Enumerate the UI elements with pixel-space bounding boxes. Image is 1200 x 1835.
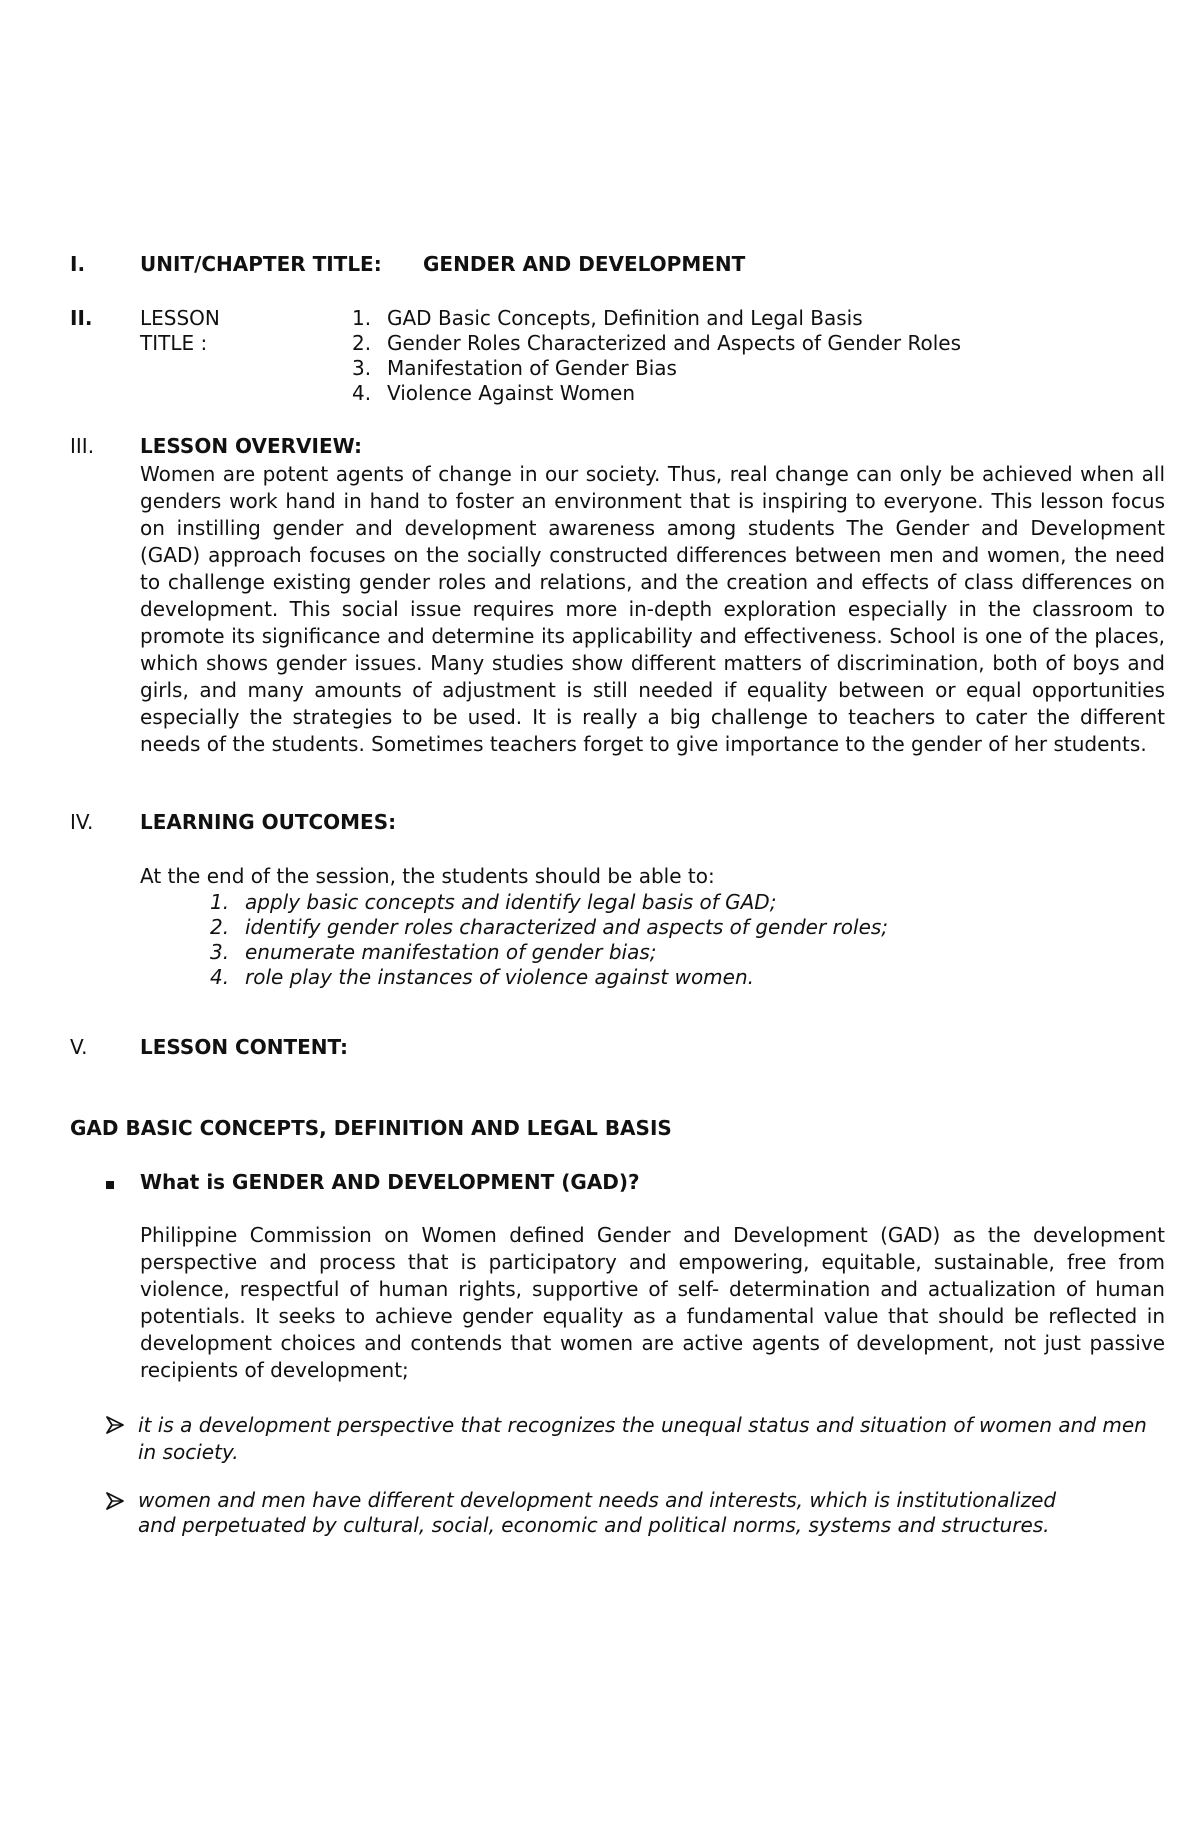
list-item: 3. enumerate manifestation of gender bias;	[210, 940, 657, 964]
content-section	[70, 1035, 1170, 1065]
list-item: 4. role play the instances of violence against women.	[210, 965, 754, 989]
list-item: 1. apply basic concepts and identify legal basis of GAD;	[210, 890, 777, 914]
arrow-bullet-icon	[104, 1490, 126, 1512]
overview-text: Women are potent agents of change in our society. Thus, real change can only be achieved when all genders work hand in hand to foster an environment that is inspiring to everyone. This lesson focus on instilling gender and development awareness among students The Gender and Development (GAD) approach focuses on the socially constructed differences between men and women, the need to challenge existing gender roles and relations, and the creation and effects of class differences on development. This social issue requires more in-depth exploration especially in the classroom to promote its significance and determine its applicability and effectiveness. School is one of the places, which shows gender issues. Many studies show different matters of discrimination, both of boys and girls, and many amounts of adjustment is still needed if equality between or equal opportunities especially the strategies to be used. It is really a big challenge to teachers to cater the different needs of the students. Sometimes teachers forget to give importance to the gender of her students.	[140, 462, 1165, 756]
lesson-title-numeral: II.	[70, 306, 93, 330]
overview-heading: LESSON OVERVIEW:	[140, 434, 363, 458]
arrow-bullet-icon	[104, 1414, 126, 1436]
gad-point-2	[70, 1488, 1170, 1578]
outcomes-intro: At the end of the session, the students should be able to:	[140, 864, 715, 888]
unit-label: UNIT/CHAPTER TITLE:	[140, 252, 382, 276]
outcomes-list	[210, 890, 1110, 990]
outcomes-section	[70, 810, 1170, 1000]
gad-point-text: it is a development perspective that recognizes the unequal status and situation of women and men in society.	[138, 1413, 1147, 1464]
square-bullet-icon	[106, 1181, 114, 1189]
gad-definition-block	[70, 1222, 1170, 1392]
outcomes-numeral: IV.	[70, 810, 94, 834]
gad-heading: GAD BASIC CONCEPTS, DEFINITION AND LEGAL BASIS	[70, 1116, 672, 1140]
gad-definition: Philippine Commission on Women defined Gender and Development (GAD) as the development perspective and process that is participatory and empowering, equitable, sustainable, free from violence, respectful of human rights, supportive of self- determination and actualization of human potentials. It seeks to achieve gender equality as a fundamental value that should be reflected in development choices and contends that women are active agents of development, not just passive recipients of development;	[140, 1223, 1165, 1382]
list-item: 1. GAD Basic Concepts, Definition and Legal Basis	[352, 306, 863, 330]
overview-numeral: III.	[70, 434, 95, 458]
unit-numeral: I.	[70, 252, 86, 276]
gad-point-1	[70, 1412, 1170, 1472]
gad-question-item	[70, 1170, 1170, 1200]
list-item: 3. Manifestation of Gender Bias	[352, 356, 677, 380]
lesson-title-label-line2: TITLE :	[140, 331, 208, 355]
list-item: 2. Gender Roles Characterized and Aspects of Gender Roles	[352, 331, 961, 355]
list-item: 2. identify gender roles characterized and aspects of gender roles;	[210, 915, 889, 939]
outcomes-heading: LEARNING OUTCOMES:	[140, 810, 397, 834]
lesson-title-label-line1: LESSON	[140, 306, 220, 330]
lesson-title-section	[70, 306, 1170, 406]
gad-point-text: women and men have different development needs and interests, which is institutionalized and perpetuated by cultural, social, economic and political norms, systems and structures.	[138, 1488, 1057, 1537]
lesson-title-label	[140, 306, 220, 356]
unit-title: GENDER AND DEVELOPMENT	[423, 252, 746, 276]
content-heading: LESSON CONTENT:	[140, 1035, 349, 1059]
list-item: 4. Violence Against Women	[352, 381, 636, 405]
content-numeral: V.	[70, 1035, 88, 1059]
gad-question: What is GENDER AND DEVELOPMENT (GAD)?	[140, 1170, 640, 1194]
overview-section	[70, 434, 1170, 794]
unit-section	[70, 252, 1170, 282]
lesson-title-list	[352, 306, 1152, 406]
